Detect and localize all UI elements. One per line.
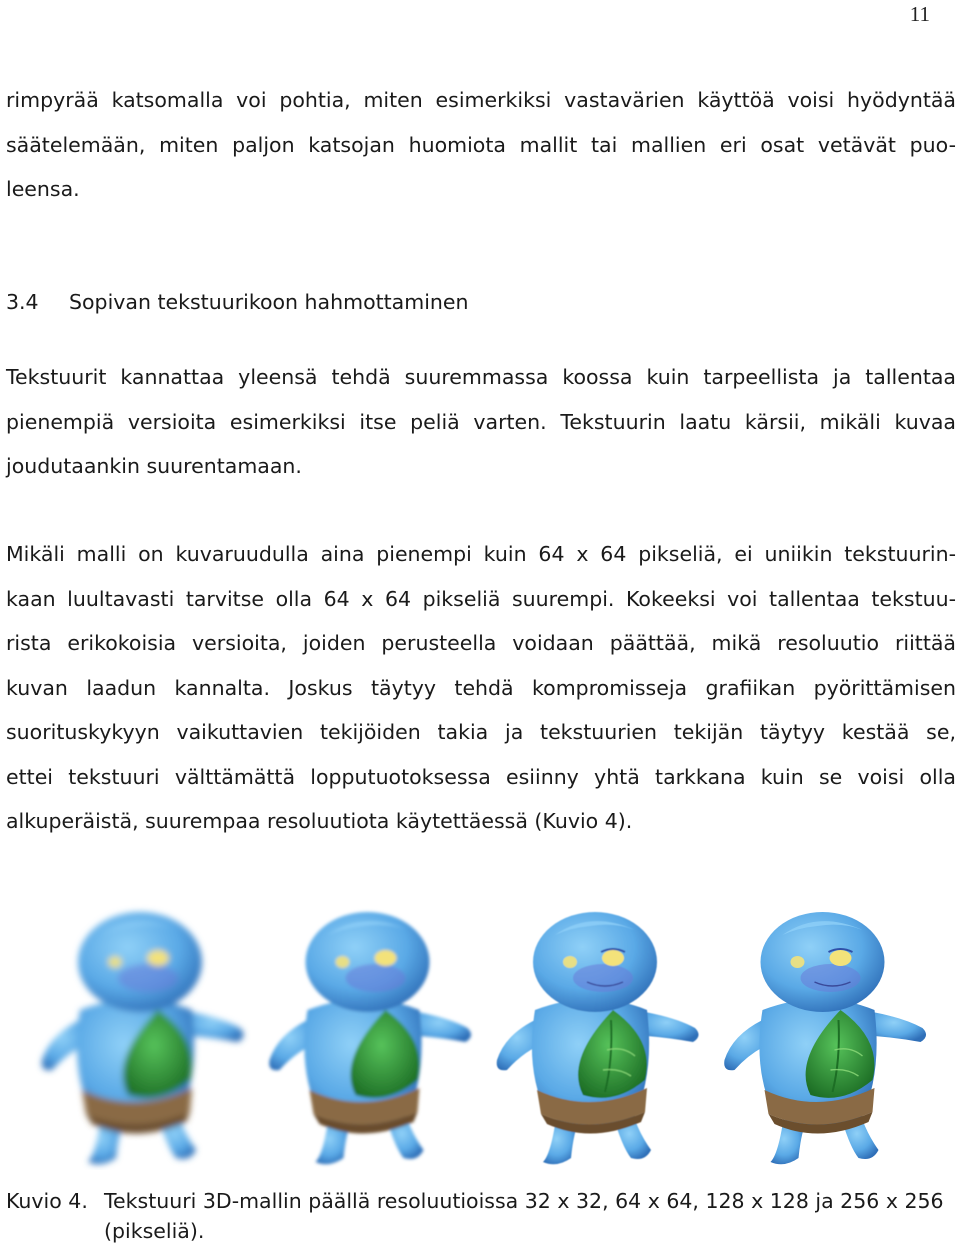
section-heading [6,282,469,322]
figure-illustration [30,900,940,1170]
text-line: pienempiä versioita esimerkiksi itse peliä varten. Tekstuurin laatu kärsii, mikäli kuvaa [6,409,956,434]
figure-texture-resolutions [30,900,940,1170]
text-line: ettei tekstuuri välttämättä lopputuotoksessa esiinny yhtä tarkkana kuin se voisi olla [6,764,956,789]
text-line: suorituskykyyn vaikuttavien tekijöiden takia ja tekstuurien tekijän täytyy kestää se, [6,720,956,744]
creature-model-2 [269,912,471,1164]
caption-label: Kuvio 4. [6,1189,88,1213]
text-line: Mikäli malli on kuvaruudulla aina pienempi kuin 64 x 64 pikseliä, ei uniikin tekstuurin- [6,542,956,566]
text-line: alkuperäistä, suurempaa resoluutiota käytettäessä (Kuvio 4). [6,809,633,833]
section-title: Sopivan tekstuurikoon hahmottaminen [69,290,469,314]
text-line: rimpyrää katsomalla voi pohtia, miten esimerkiksi vastavärien käyttöä voisi hyödyntää [6,88,956,112]
caption-text: Tekstuuri 3D-mallin päällä resoluutioissa 32 x 32, 64 x 64, 128 x 128 ja 256 x 256 (pikseliä). [104,1189,944,1243]
page-number: 11 [909,2,930,26]
text-line: rista erikokoisia versioita, joiden perusteella voidaan päättää, mikä resoluutio riittää [6,631,956,655]
paragraph-1 [6,355,956,489]
creature-model-1 [42,912,244,1164]
text-line: kaan luultavasti tarvitse olla 64 x 64 pikseliä suurempi. Kokeeksi voi tallentaa tekstuu- [6,586,956,611]
section-number: 3.4 [6,290,39,314]
intro-paragraph [6,78,956,212]
creature-model-3 [497,912,699,1164]
paragraph-2 [6,532,956,844]
text-line: Tekstuurit kannattaa yleensä tehdä suuremmassa koossa kuin tarpeellista ja tallentaa [6,365,956,389]
creature-model-4 [724,912,926,1164]
text-line: joudutaankin suurentamaan. [6,454,302,478]
text-line: kuvan laadun kannalta. Joskus täytyy tehdä kompromisseja grafiikan pyörittämisen [6,675,956,700]
text-line: säätelemään, miten paljon katsojan huomiota mallit tai mallien eri osat vetävät puo- [6,132,956,157]
text-line: leensa. [6,177,80,201]
